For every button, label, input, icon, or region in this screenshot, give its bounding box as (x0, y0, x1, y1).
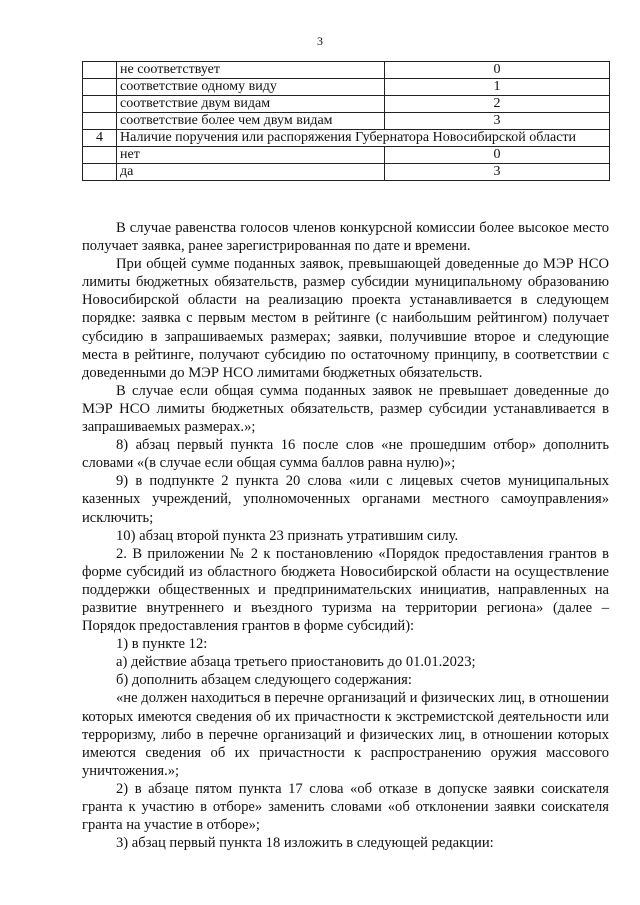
criterion-title: Наличие поручения или распоряжения Губернатора Новосибирской области (117, 130, 610, 147)
criterion-score: 3 (385, 113, 610, 130)
table-row (83, 96, 610, 113)
paragraph: 10) абзац второй пункта 23 признать утратившим силу. (116, 527, 459, 544)
criterion-option: не соответствует (117, 62, 385, 79)
criterion-option: нет (117, 147, 385, 164)
paragraph: В случае если общая сумма поданных заявок не превышает доведенные до МЭР НСО лимиты бюджетных обязательств, размер субсидии устанавливается в запрашиваемых размерах.»; (82, 382, 609, 436)
criterion-number (83, 62, 117, 79)
criterion-score: 2 (385, 96, 610, 113)
criterion-score: 1 (385, 79, 610, 96)
table-row-criterion-4 (83, 130, 610, 147)
criterion-option: соответствие более чем двум видам (117, 113, 385, 130)
paragraph: б) дополнить абзацем следующего содержания: (116, 672, 412, 689)
criterion-number: 4 (83, 130, 117, 147)
criterion-number (83, 79, 117, 96)
criteria-table (82, 61, 610, 181)
table-row (83, 62, 610, 79)
paragraph: 1) в пункте 12: (116, 636, 208, 653)
criterion-number (83, 113, 117, 130)
paragraph: 8) абзац первый пункта 16 после слов «не прошедшим отбор» дополнить словами «(в случае если общая сумма баллов равна нулю)»; (82, 437, 609, 472)
paragraph: 3) абзац первый пункта 18 изложить в следующей редакции: (116, 835, 494, 852)
paragraph: «не должен находиться в перечне организаций и физических лиц, в отношении которых имеются сведения об их причастности к экстремистской деятельности или терроризму, либо в перечне организаций и физических лиц, в отношении которых имеются сведения об их причастности к распространению оружия массового уничтожения.»; (82, 690, 609, 779)
table-row (83, 164, 610, 181)
table-row (83, 113, 610, 130)
page-number: 3 (317, 34, 323, 48)
criterion-score: 0 (385, 147, 610, 164)
criterion-score: 3 (385, 164, 610, 181)
paragraph: а) действие абзаца третьего приостановить до 01.01.2023; (116, 654, 476, 671)
document-body (82, 219, 609, 852)
table-row (83, 79, 610, 96)
criterion-option: соответствие двум видам (117, 96, 385, 113)
criterion-score: 0 (385, 62, 610, 79)
criterion-number (83, 96, 117, 113)
paragraph: 2. В приложении № 2 к постановлению «Порядок предоставления грантов в форме субсидий из областного бюджета Новосибирской области на осуществление поддержки общественных и предпринимательских инициатив, направленных на развитие внутреннего и въездного туризма на территории региона» (далее – Порядок предоставления грантов в форме субсидий): (82, 545, 609, 635)
criterion-option: да (117, 164, 385, 181)
paragraph: 9) в подпункте 2 пункта 20 слова «или с лицевых счетов муниципальных казенных учреждений, уполномоченных органами местного самоуправления» исключить; (82, 473, 609, 526)
paragraph: 2) в абзаце пятом пункта 17 слова «об отказе в допуске заявки соискателя гранта к участию в отборе» заменить словами «об отклонении заявки соискателя гранта на участие в отборе»; (82, 780, 609, 834)
table-row (83, 147, 610, 164)
criterion-option: соответствие одному виду (117, 79, 385, 96)
paragraph: В случае равенства голосов членов конкурсной комиссии более высокое место получает заявка, ранее зарегистрированная по дате и времени. (82, 220, 609, 255)
paragraph: При общей сумме поданных заявок, превышающей доведенные до МЭР НСО лимиты бюджетных обязательств, размер субсидии муниципальному образованию Новосибирской области на реализацию проекта устанавливается в следующем порядке: заявка с первым местом в рейтинге (с наибольшим рейтингом) получает субсидию в запрашиваемых размерах; заявки, получившие второе и следующие места в рейтинге, получают субсидию по остаточному принципу, в соответствии с доведенными до МЭР НСО лимитами бюджетных обязательств. (82, 256, 609, 381)
